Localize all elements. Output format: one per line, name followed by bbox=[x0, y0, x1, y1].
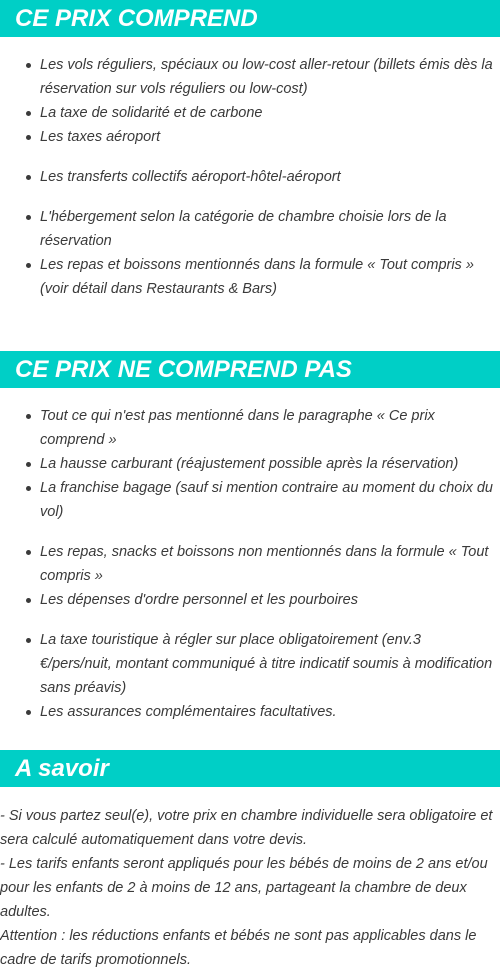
list-item: La franchise bagage (sauf si mention contraire au moment du choix du vol) bbox=[40, 476, 500, 524]
not-included-title: CE PRIX NE COMPREND PAS bbox=[0, 351, 500, 388]
list-item: Les repas, snacks et boissons non mentionnés dans la formule « Tout compris » bbox=[40, 540, 500, 588]
list-item: La hausse carburant (réajustement possible après la réservation) bbox=[40, 452, 500, 476]
list-item: Les transferts collectifs aéroport-hôtel-aéroport bbox=[40, 165, 500, 189]
included-list bbox=[0, 53, 500, 301]
included-title: CE PRIX COMPREND bbox=[0, 0, 500, 37]
list-item: Les dépenses d'ordre personnel et les pourboires bbox=[40, 588, 500, 612]
savoir-title: A savoir bbox=[0, 750, 500, 787]
list-item: La taxe de solidarité et de carbone bbox=[40, 101, 500, 125]
savoir-paragraph: Attention : les réductions enfants et bébés ne sont pas applicables dans le cadre de tarifs promotionnels. bbox=[0, 928, 477, 968]
list-item: Les taxes aéroport bbox=[40, 125, 500, 149]
not-included-list bbox=[0, 404, 500, 724]
savoir-paragraph: - Les tarifs enfants seront appliqués pour les bébés de moins de 2 ans et/ou pour les enfants de 2 à moins de 12 ans, partageant la chambre de deux adultes. bbox=[0, 856, 488, 920]
list-item: La taxe touristique à régler sur place obligatoirement (env.3 €/pers/nuit, montant communiqué à titre indicatif soumis à modification sans préavis) bbox=[40, 628, 500, 700]
savoir-paragraph: - Si vous partez seul(e), votre prix en chambre individuelle sera obligatoire et sera calculé automatiquement dans votre devis. bbox=[0, 808, 493, 848]
list-item: Les vols réguliers, spéciaux ou low-cost aller-retour (billets émis dès la réservation sur vols réguliers ou low-cost) bbox=[40, 53, 500, 101]
not-included-section bbox=[0, 351, 500, 724]
list-item: L'hébergement selon la catégorie de chambre choisie lors de la réservation bbox=[40, 205, 500, 253]
list-item: Les assurances complémentaires facultatives. bbox=[40, 700, 500, 724]
savoir-text bbox=[0, 804, 500, 972]
savoir-section bbox=[0, 750, 500, 972]
list-item: Tout ce qui n'est pas mentionné dans le paragraphe « Ce prix comprend » bbox=[40, 404, 500, 452]
included-section bbox=[0, 0, 500, 301]
list-item: Les repas et boissons mentionnés dans la formule « Tout compris » (voir détail dans Restaurants & Bars) bbox=[40, 253, 500, 301]
